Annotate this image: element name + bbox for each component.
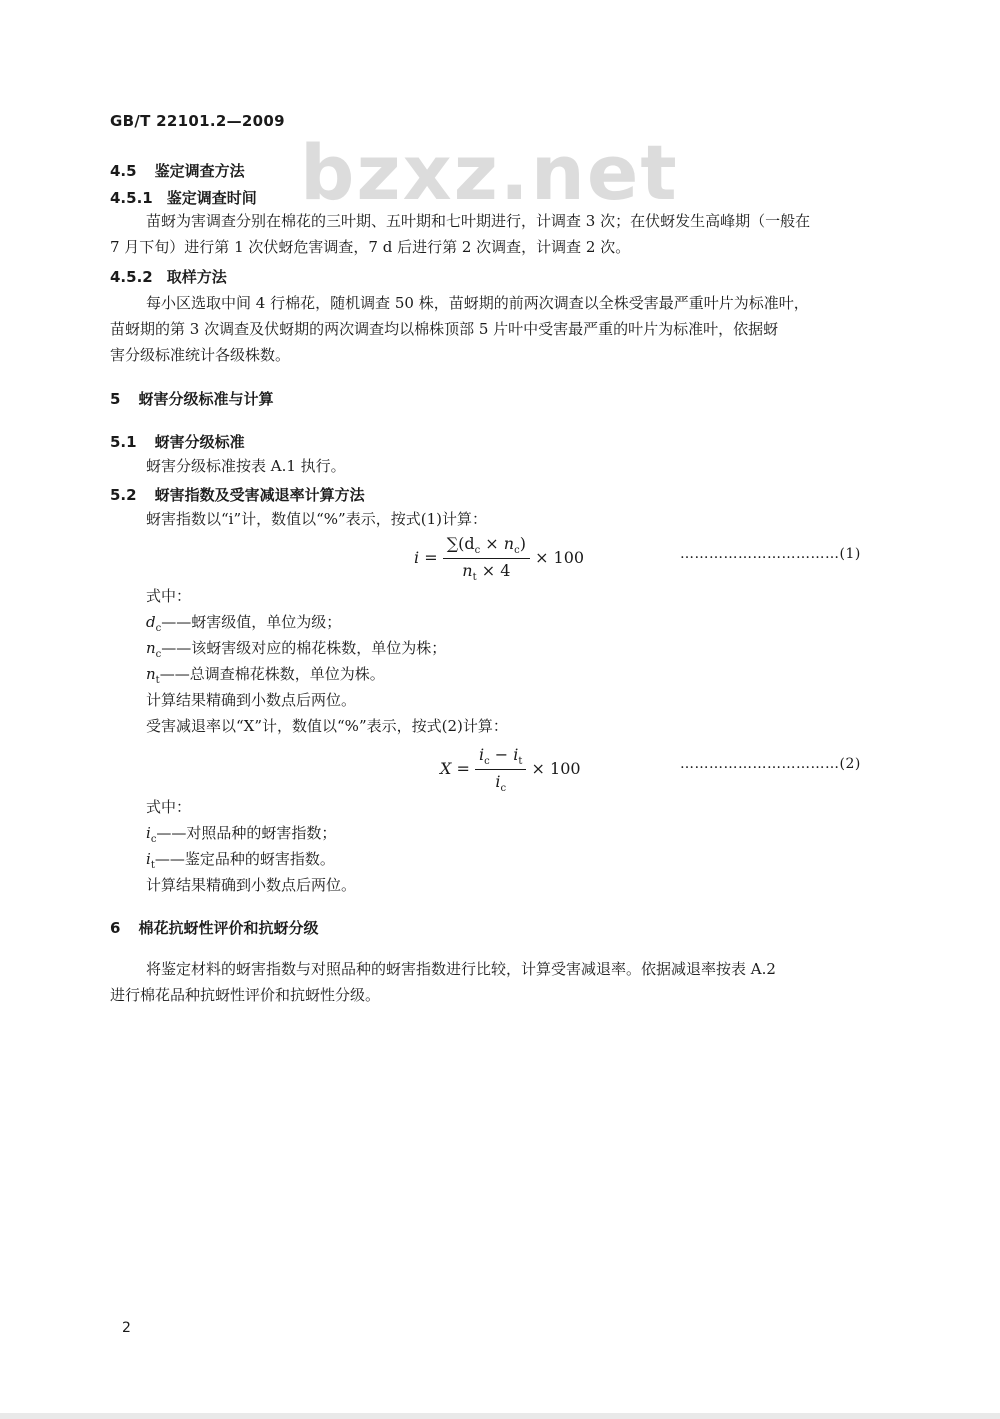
formula-denominator: $i_c$ xyxy=(495,772,507,795)
section-number: 4.5.2 xyxy=(110,268,153,286)
formula-fraction xyxy=(475,745,526,794)
section-6-heading xyxy=(110,917,318,938)
formula-denominator: $n_t \times 4$ xyxy=(462,561,511,584)
paragraph-line: 每小区选取中间 4 行棉花，随机调查 50 株，苗蚜期的前两次调查以全株受害最严重叶片为标准叶， xyxy=(146,294,809,312)
section-5-heading xyxy=(110,388,273,409)
paragraph-line: 苗蚜期的第 3 次调查及伏蚜期的两次调查均以棉株顶部 5 片叶中受害最严重的叶片为标准叶，依据蚜 xyxy=(110,320,779,338)
paragraph-line: 受害减退率以“X”计，数值以“%”表示，按式(2)计算： xyxy=(146,717,508,735)
formula-fraction xyxy=(443,534,530,583)
formula-numerator: $\sum(d_c \times n_c)$ xyxy=(443,534,530,559)
section-title: 鉴定调查方法 xyxy=(154,162,245,180)
section-title: 蚜害指数及受害减退率计算方法 xyxy=(154,486,365,504)
where-label: 式中： xyxy=(146,587,192,605)
variable-definition: $n_t——$总调查棉花株数，单位为株。 xyxy=(146,665,385,686)
section-5-2-heading xyxy=(110,484,365,505)
section-title: 蚜害分级标准 xyxy=(154,433,245,451)
section-number: 5.1 xyxy=(110,433,137,451)
section-number: 4.5 xyxy=(110,162,137,180)
variable-definition: $i_c——$对照品种的蚜害指数； xyxy=(146,824,337,845)
section-number: 4.5.1 xyxy=(110,189,153,207)
section-title: 鉴定调查时间 xyxy=(166,189,257,207)
section-number: 5.2 xyxy=(110,486,137,504)
section-title: 取样方法 xyxy=(166,268,227,286)
paragraph-line: 计算结果精确到小数点后两位。 xyxy=(146,876,357,894)
paragraph-line: 蚜害指数以“i”计，数值以“%”表示，按式(1)计算： xyxy=(146,510,487,528)
variable-definition: $d_c——$蚜害级值，单位为级； xyxy=(146,613,342,634)
variable-definition: $i_t——$鉴定品种的蚜害指数。 xyxy=(146,850,335,871)
equation-number: ……………………………(2) xyxy=(680,756,861,772)
section-4-5-1-heading xyxy=(110,187,257,208)
watermark-text: bzxz.net xyxy=(300,128,679,217)
paragraph-line: 7 月下旬）进行第 1 次伏蚜危害调查，7 d 后进行第 2 次调查，计调查 2 次。 xyxy=(110,238,631,256)
formula-lhs: X = xyxy=(440,759,470,779)
paragraph-line: 将鉴定材料的蚜害指数与对照品种的蚜害指数进行比较，计算受害减退率。依据减退率按表 A.2 xyxy=(146,960,776,978)
where-label: 式中： xyxy=(146,798,192,816)
formula-tail: × 100 xyxy=(531,759,581,779)
paragraph-line: 进行棉花品种抗蚜性评价和抗蚜性分级。 xyxy=(110,986,381,1004)
formula-1 xyxy=(414,534,584,583)
variable-definition: $n_c——$该蚜害级对应的棉花株数，单位为株； xyxy=(146,639,447,660)
paragraph-line: 苗蚜为害调查分别在棉花的三叶期、五叶期和七叶期进行，计调查 3 次；在伏蚜发生高峰期（一般在 xyxy=(146,212,811,230)
section-title: 蚜害分级标准与计算 xyxy=(138,390,274,408)
section-4-5-2-heading xyxy=(110,266,227,287)
paragraph-line: 害分级标准统计各级株数。 xyxy=(110,346,291,364)
paragraph-line: 计算结果精确到小数点后两位。 xyxy=(146,691,357,709)
formula-numerator: $i_c - i_t$ xyxy=(475,745,526,770)
section-title: 棉花抗蚜性评价和抗蚜分级 xyxy=(138,919,319,937)
section-4-5-heading xyxy=(110,160,245,181)
section-number: 5 xyxy=(110,390,121,408)
equation-number: ……………………………(1) xyxy=(680,546,861,562)
formula-2 xyxy=(440,745,581,794)
standard-code: GB/T 22101.2—2009 xyxy=(110,112,285,130)
section-5-1-heading xyxy=(110,431,245,452)
formula-lhs: i = xyxy=(414,548,438,568)
page-number: 2 xyxy=(122,1320,131,1336)
paragraph-line: 蚜害分级标准按表 A.1 执行。 xyxy=(146,457,346,475)
formula-tail: × 100 xyxy=(535,548,585,568)
section-number: 6 xyxy=(110,919,121,937)
